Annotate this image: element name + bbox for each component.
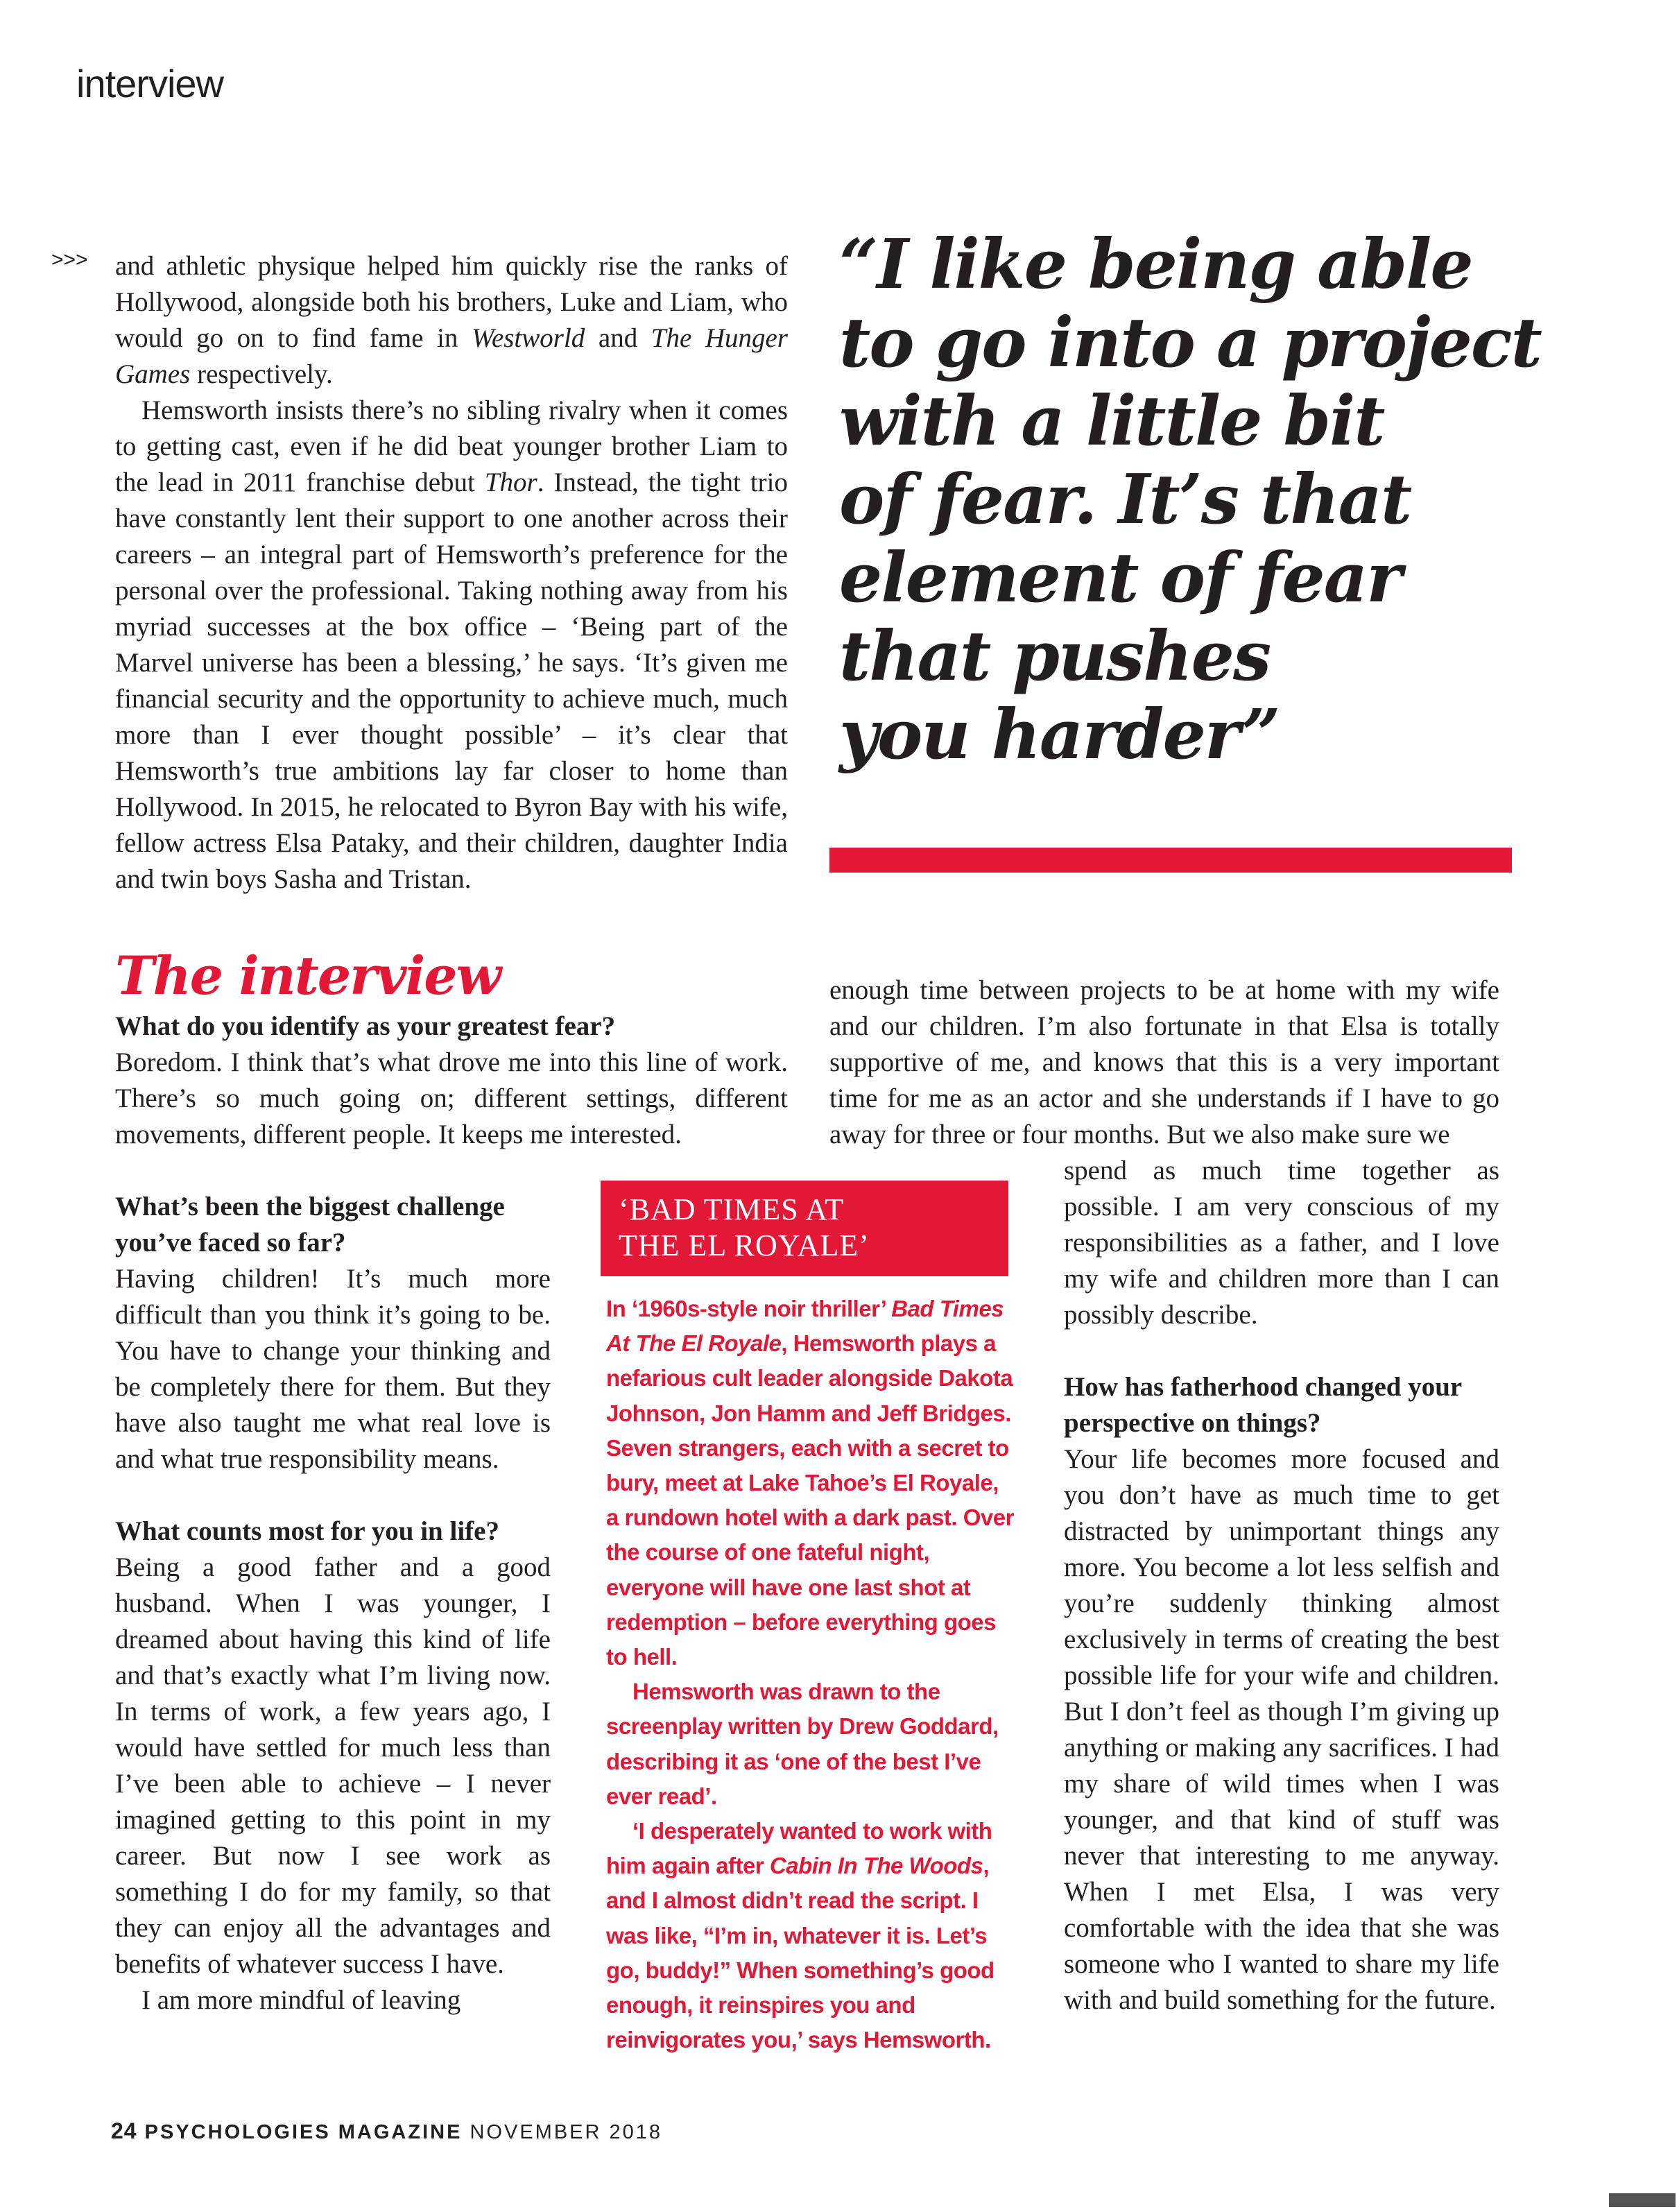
section-tag: interview	[76, 62, 223, 105]
text-run: and	[585, 323, 651, 353]
pull-quote	[839, 225, 1541, 775]
pull-quote-line: you harder”	[839, 695, 1280, 775]
sidebar-paragraph	[606, 1292, 1015, 1674]
italic-title: Bad Times At The El Royale	[606, 1296, 1004, 1357]
question: What do you identify as your greatest fear?	[115, 1011, 616, 1041]
page-number: 24	[111, 2118, 137, 2143]
italic-title: Cabin In The Woods	[769, 1853, 983, 1879]
italic-title: Westworld	[472, 323, 585, 353]
answer: Boredom. I think that’s what drove me into this line of work. There’s so much going on; different settings, different movements, different people. It keeps me interested.	[115, 1047, 788, 1149]
text-run: Hemsworth insists there’s no sibling rivalry when it comes to getting cast, even if he did beat younger brother Liam to the lead in 2011 franchise debut	[115, 395, 788, 497]
sidebar-title	[619, 1192, 1007, 1264]
sidebar-title-line: ‘BAD TIMES AT	[619, 1192, 845, 1226]
answer: Your life becomes more focused and you don’t have as much time to get distracted by unimportant things any more. You become a lot less selfish and you’re suddenly thinking almost exclusively in terms of creating the best possible life for your wife and children. But I don’t feel as though I’m giving up anything or making any sacrifices. I had my share of wild times when I was younger, and that kind of stuff was never that interesting to me anyway. When I met Elsa, I was very comfortable with the idea that she was someone who I wanted to share my life with and build something for the future.	[1064, 1444, 1499, 2015]
answer-continued: I am more mindful of leaving	[141, 1985, 461, 2015]
pull-quote-line: element of fear	[839, 538, 1401, 618]
issue-date: NOVEMBER 2018	[470, 2121, 663, 2143]
page-footer	[111, 2118, 662, 2144]
intro-paragraph-1	[115, 248, 788, 393]
sidebar-paragraph	[606, 1814, 1015, 2057]
intro-column	[115, 248, 788, 898]
text-run: . Instead, the tight trio have constantly lent their support to one another across their careers – an integral part of Hemsworth’s preference for the personal over the professional. Taking nothing away from his myriad successes at the box office – ‘Being part of the Marvel universe has been a blessing,’ he says. ‘It’s given me financial security and the opportunity to achieve much, much more than I ever thought possible’ – it’s clear that Hemsworth’s true ambitions lay far closer to home than Hollywood. In 2015, he relocated to Byron Bay with his wife, fellow actress Elsa Pataky, and their children, daughter India and twin boys Sasha and Tristan.	[115, 468, 788, 894]
text-run: respectively.	[190, 359, 333, 389]
continuation-mark: >>>	[51, 248, 88, 271]
answer-continued: spend as much time together as possible. I am very conscious of my responsibilities as a father, and I love my wife and children more than I can possibly describe.	[1064, 1156, 1499, 1330]
text-run: In ‘1960s-style noir thriller’	[606, 1296, 892, 1321]
pull-quote-line: “I like being able	[839, 225, 1472, 305]
pull-quote-line: to go into a project	[839, 303, 1541, 383]
text-run: and athletic physique helped him quickly rise the ranks of Hollywood, alongside both his brothers, Luke and Liam, who would go on to find fame in	[115, 251, 788, 353]
pull-quote-line: with a little bit	[839, 381, 1384, 461]
text-run: , Hemsworth plays a nefarious cult leader alongside Dakota Johnson, Jon Hamm and Jeff Bridges. Seven strangers, each with a secret to bury, meet at Lake Tahoe’s El Royale, a rundown hotel with a dark past. Over the course of one fateful night, everyone will have one last shot at redemption – before everything goes to hell.	[606, 1330, 1014, 1670]
interview-right-top	[829, 972, 1499, 1153]
answer: Having children! It’s much more difficult than you think it’s going to be. You have to change your thinking and be completely there for them. But they have also taught me what real love is and what true responsibility means.	[115, 1264, 551, 1474]
intro-paragraph-2	[115, 393, 788, 898]
text-run: Hemsworth was drawn to the screenplay written by Drew Goddard, describing it as ‘one of the best I’ve ever read’.	[606, 1679, 999, 1809]
sidebar-title-line: THE EL ROYALE’	[619, 1228, 870, 1262]
question: What counts most for you in life?	[115, 1516, 499, 1546]
pull-quote-line: that pushes	[839, 617, 1271, 696]
interview-q1-block	[115, 1009, 788, 1153]
answer-continued: enough time between projects to be at home with my wife and our children. I’m also fortunate in that Elsa is totally supportive of me, and knows that this is a very important time for me as an actor and she understands if I have to go away for three or four months. But we also make sure we	[829, 975, 1499, 1149]
text-run: ‘I desperately wanted to work with him again after	[606, 1818, 992, 1879]
answer: Being a good father and a good husband. When I was younger, I dreamed about having this kind of life and that’s exactly what I’m living now. In terms of work, a few years ago, I would have settled for much less than I’ve been able to achieve – I never imagined getting to this point in my career. But now I see work as something I do for my family, so that they can enjoy all the advantages and benefits of whatever success I have.	[115, 1552, 551, 1979]
question: How has fatherhood changed your perspective on things?	[1064, 1372, 1462, 1438]
accent-rule	[829, 848, 1512, 873]
interview-heading: The interview	[115, 945, 501, 1006]
watermark-tag	[1609, 2193, 1676, 2207]
sidebar-body	[606, 1292, 1015, 2057]
question: What’s been the biggest challenge you’ve faced so far?	[115, 1192, 505, 1258]
italic-title: Thor	[484, 468, 537, 497]
sidebar-paragraph	[606, 1674, 1015, 1814]
pull-quote-line: of fear. It’s that	[839, 460, 1411, 540]
text-run: , and I almost didn’t read the script. I was like, “I’m in, whatever it is. Let’s go, buddy!” When something’s good enough, it reinspires you and reinvigorates you,’ says Hemsworth.	[606, 1853, 995, 2053]
italic-title: The Hunger Games	[115, 323, 789, 389]
interview-right-column	[1064, 1153, 1499, 2018]
magazine-name: PSYCHOLOGIES MAGAZINE	[144, 2121, 463, 2143]
interview-left-column	[115, 1189, 551, 2018]
